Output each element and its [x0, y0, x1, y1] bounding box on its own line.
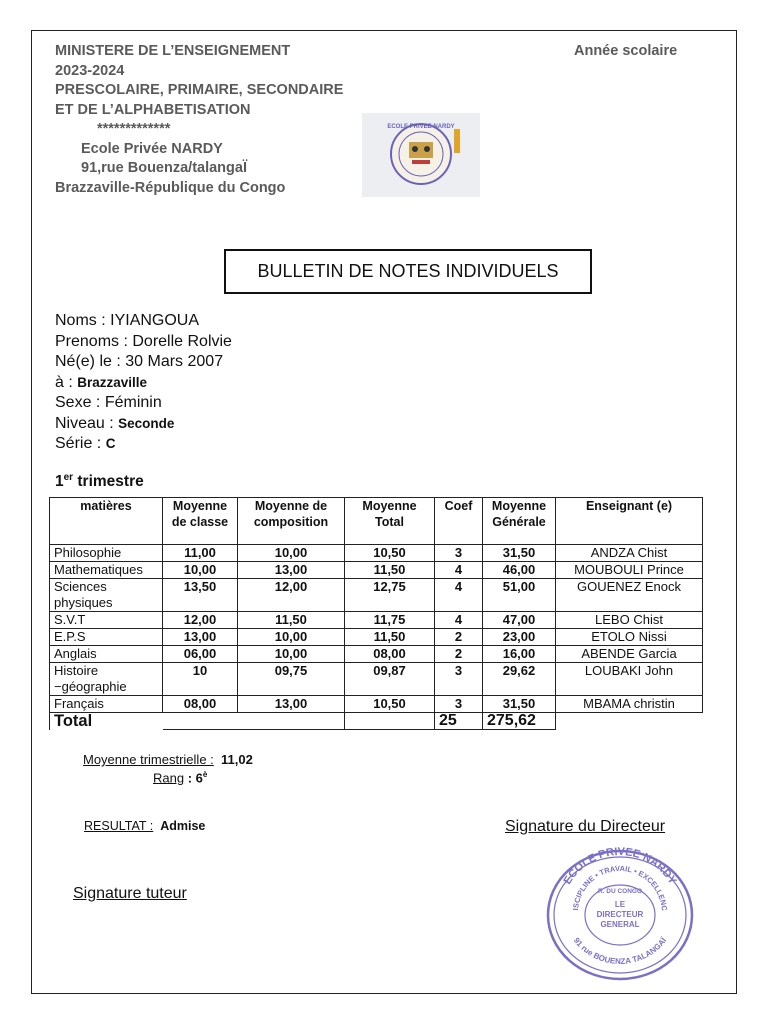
rank: Rang : $6^è$ — [153, 770, 208, 786]
total-label: Total — [50, 713, 163, 730]
school-stamp — [540, 843, 700, 983]
student-sex-row: Sexe : Féminin — [55, 394, 162, 411]
header-moy-comp: Moyenne de composition — [238, 498, 345, 545]
table-row — [50, 612, 703, 629]
moy-gen-cell: 46,00 — [483, 562, 556, 579]
moy-comp-cell: 13,00 — [238, 562, 345, 579]
coef-cell: 3 — [435, 545, 483, 562]
moy-classe-cell: 10,00 — [163, 562, 238, 579]
table-row — [50, 646, 703, 663]
total-blank-2 — [345, 713, 435, 730]
ministry-line1: MINISTERE DE L’ENSEIGNEMENT — [55, 43, 291, 59]
subject-cell: E.P.S — [50, 629, 163, 646]
header-matieres: matières — [50, 498, 163, 545]
school-name: Ecole Privée NARDY — [81, 140, 223, 157]
subject-cell: Français — [50, 696, 163, 713]
grades-table — [49, 497, 703, 730]
grades-header-row — [50, 498, 703, 545]
header-moy-gen: Moyenne Générale — [483, 498, 556, 545]
total-gen: 275,62 — [483, 713, 556, 730]
moy-gen-cell: 31,50 — [483, 545, 556, 562]
moy-classe-cell: 11,00 — [163, 545, 238, 562]
moy-classe-cell: 08,00 — [163, 696, 238, 713]
header-moy-classe: Moyenne de classe — [163, 498, 238, 545]
result: RESULTAT : Admise — [84, 819, 206, 833]
student-name: IYIANGOUA — [110, 312, 200, 329]
moy-total-cell: 11,50 — [345, 629, 435, 646]
moy-classe-cell: 06,00 — [163, 646, 238, 663]
moy-total-cell: 11,50 — [345, 562, 435, 579]
coef-cell: 4 — [435, 562, 483, 579]
total-row — [50, 713, 703, 730]
table-row — [50, 663, 703, 696]
student-info — [55, 311, 232, 455]
moy-comp-cell: 12,00 — [238, 579, 345, 612]
ministry-line2: PRESCOLAIRE, PRIMAIRE, SECONDAIRE — [55, 82, 344, 98]
moy-total-cell: 10,50 — [345, 545, 435, 562]
moy-gen-cell: 16,00 — [483, 646, 556, 663]
table-row — [50, 696, 703, 713]
student-name-row: Noms : IYIANGOUA — [55, 312, 200, 329]
subject-cell: Histoire −géographie — [50, 663, 163, 696]
coef-cell: 2 — [435, 629, 483, 646]
coef-cell: 2 — [435, 646, 483, 663]
bulletin-title: BULLETIN DE NOTES INDIVIDUELS — [224, 249, 592, 294]
stamp-bottom-text: 91 rue BOUENZA TALANGAÏ — [571, 936, 669, 966]
moy-comp-cell: 11,50 — [238, 612, 345, 629]
subject-cell: Anglais — [50, 646, 163, 663]
teacher-cell: ANDZA Chist — [556, 545, 703, 562]
moy-comp-cell: 13,00 — [238, 696, 345, 713]
header-stars: ************* — [97, 121, 171, 137]
moy-comp-cell: 09,75 — [238, 663, 345, 696]
student-level-row: Niveau : Seconde — [55, 414, 175, 432]
header-enseignant: Enseignant (e) — [556, 498, 703, 545]
school-city: Brazzaville-République du Congo — [55, 179, 286, 196]
subject-cell: S.V.T — [50, 612, 163, 629]
total-empty — [556, 713, 703, 730]
moy-total-cell: 08,00 — [345, 646, 435, 663]
moy-classe-cell: 10 — [163, 663, 238, 696]
svg-text:91 rue BOUENZA TALANGAÏ — [572, 936, 669, 966]
table-row — [50, 545, 703, 562]
header-moy-total: Moyenne Total — [345, 498, 435, 545]
stamp-outer-text: ECOLE PRIVEE NARDY — [561, 845, 679, 887]
teacher-cell: ETOLO Nissi — [556, 629, 703, 646]
student-firstname: Dorelle Rolvie — [132, 332, 232, 350]
coef-cell: 3 — [435, 696, 483, 713]
subject-cell: Sciences physiques — [50, 579, 163, 612]
logo-text: ECOLE PRIVEE NARDY — [387, 124, 455, 130]
table-row — [50, 562, 703, 579]
table-row — [50, 629, 703, 646]
header-coef: Coef — [435, 498, 483, 545]
stamp-sub-text: R. DU CONGO — [597, 888, 643, 895]
total-coef: 25 — [435, 713, 483, 730]
coef-cell: 3 — [435, 663, 483, 696]
student-firstname-row: Prenoms : Dorelle Rolvie — [55, 332, 232, 350]
moy-gen-cell: 23,00 — [483, 629, 556, 646]
teacher-cell: LEBO Chist — [556, 612, 703, 629]
student-level: Seconde — [118, 415, 175, 431]
moy-total-cell: 11,75 — [345, 612, 435, 629]
moy-total-cell: 10,50 — [345, 696, 435, 713]
trimester-average: Moyenne trimestrielle : 11,02 — [83, 752, 253, 767]
teacher-cell: MOUBOULI Prince — [556, 562, 703, 579]
school-address: 91,rue Bouenza/talangaÏ — [81, 160, 247, 176]
teacher-cell: MBAMA christin — [556, 696, 703, 713]
moy-classe-cell: 13,50 — [163, 579, 238, 612]
stamp-center-2: DIRECTEUR — [596, 910, 644, 919]
director-signature-label: Signature du Directeur — [505, 818, 666, 835]
student-birthplace: Brazzaville — [77, 374, 148, 390]
moy-total-cell: 12,75 — [345, 579, 435, 612]
teacher-cell: ABENDE Garcia — [556, 646, 703, 663]
grades-body — [50, 545, 703, 713]
moy-gen-cell: 51,00 — [483, 579, 556, 612]
tutor-signature-label: Signature tuteur — [73, 885, 187, 902]
school-year: 2023-2024 — [55, 62, 125, 79]
ministry-line3: ET DE L’ALPHABETISATION — [55, 101, 251, 118]
trimester-average-value: 11,02 — [221, 752, 253, 767]
moy-comp-cell: 10,00 — [238, 629, 345, 646]
subject-cell: Mathematiques — [50, 562, 163, 579]
stamp-center-3: GENERAL — [600, 920, 640, 929]
student-sex: Féminin — [104, 394, 162, 411]
school-year-label: Année scolaire — [574, 43, 678, 59]
table-row — [50, 579, 703, 612]
moy-gen-cell: 47,00 — [483, 612, 556, 629]
moy-gen-cell: 31,50 — [483, 696, 556, 713]
total-blank — [163, 713, 345, 730]
teacher-cell: GOUENEZ Enock — [556, 579, 703, 612]
stamp-inner-text: ISCIPLINE • TRAVAIL • EXCELLENC — [571, 863, 669, 912]
moy-gen-cell: 29,62 — [483, 663, 556, 696]
report-card-page — [31, 30, 737, 994]
moy-comp-cell: 10,00 — [238, 545, 345, 562]
moy-classe-cell: 13,00 — [163, 629, 238, 646]
subject-cell: Philosophie — [50, 545, 163, 562]
rank-value: 6 — [195, 770, 203, 786]
result-value: Admise — [160, 819, 206, 833]
stamp-center-1: LE — [614, 900, 626, 909]
school-header — [55, 42, 385, 198]
student-series: C — [105, 436, 116, 451]
moy-classe-cell: 12,00 — [163, 612, 238, 629]
teacher-cell: LOUBAKI John — [556, 663, 703, 696]
coef-cell: 4 — [435, 612, 483, 629]
school-logo — [362, 113, 480, 197]
trimester-heading: 1er trimestre — [55, 472, 144, 491]
moy-comp-cell: 10,00 — [238, 646, 345, 663]
moy-total-cell: 09,87 — [345, 663, 435, 696]
student-birthdate: 30 Mars 2007 — [125, 353, 224, 370]
coef-cell: 4 — [435, 579, 483, 612]
student-birthplace-row: à : Brazzaville — [55, 373, 148, 391]
student-birthdate-row: Né(e) le : 30 Mars 2007 — [55, 353, 224, 370]
student-series-row: Série : C — [55, 435, 116, 452]
